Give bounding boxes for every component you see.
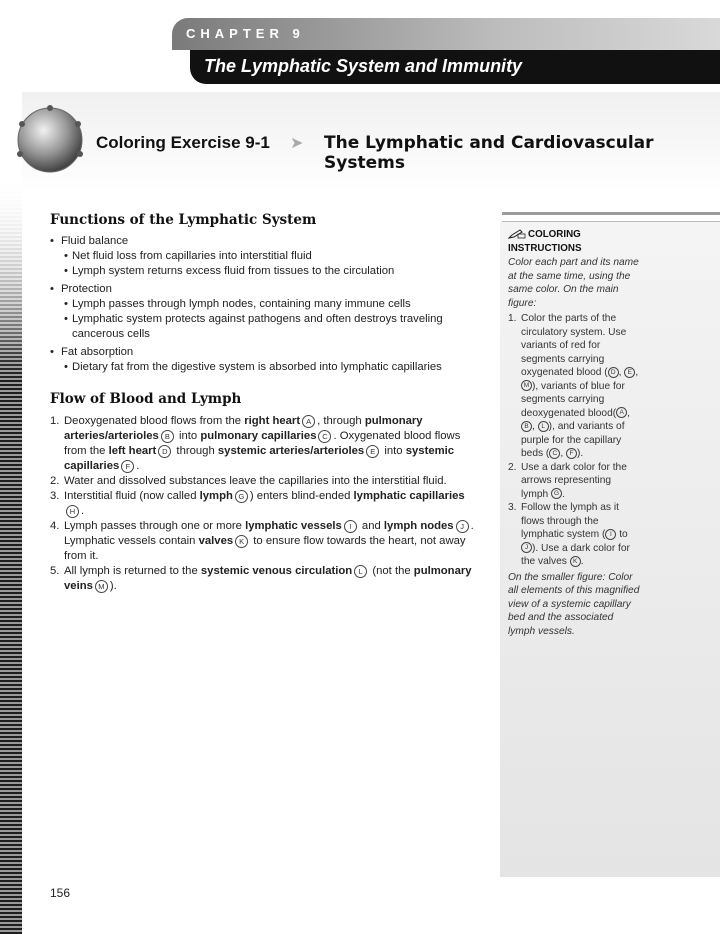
step-number: 2. [50, 475, 60, 487]
text-run: . Oxygenated blood flows from the [64, 430, 461, 457]
function-label: • Fat absorption [50, 345, 490, 360]
text-run: . [562, 488, 565, 500]
text-run: Interstitial fluid (now called [64, 490, 200, 502]
label-circle: I [344, 520, 357, 533]
label-circle: I [605, 529, 616, 540]
term: lymph [199, 490, 233, 502]
label-circle: A [616, 407, 627, 418]
text-run: Follow the lymph as it flows through the lymphatic system ( [521, 502, 619, 540]
chapter-label: CHAPTER 9 [186, 26, 305, 41]
term: lymphatic vessels [245, 520, 342, 532]
step-number: 1. [508, 313, 517, 324]
term: lymph nodes [383, 520, 454, 532]
page-edge-fade [0, 0, 22, 400]
exercise-title: Coloring Exercise 9-1 [96, 133, 270, 152]
function-subitem: • Dietary fat from the digestive system is absorbed into lymphatic capillaries [62, 360, 490, 375]
function-label: • Fluid balance [50, 234, 490, 249]
term: left heart [108, 445, 157, 457]
coloring-outro: On the smaller figure: Color all elements of this magnified view of a systemic capillary bed and the associated lymph vessels. [508, 571, 640, 637]
pencil-icon [508, 229, 526, 239]
text-run: All lymph is returned to the [64, 565, 201, 577]
flow-step [50, 564, 480, 594]
label-circle: J [456, 520, 469, 533]
term: pulmonary veins [64, 565, 472, 592]
exercise-subtitle: The Lymphatic and Cardiovascular Systems [324, 133, 654, 173]
label-circle: E [624, 367, 635, 378]
function-subitems [50, 249, 490, 279]
function-subitems [50, 297, 490, 342]
text-run: Deoxygenated blood flows from the [64, 415, 245, 427]
label-circle: F [121, 460, 134, 473]
text-run: ) enters blind-ended [249, 490, 354, 502]
step-number: 4. [50, 520, 60, 532]
text-run: ), variants of blue for segments carrying deoxygenated blood( [521, 380, 625, 419]
text-run: , [627, 407, 631, 419]
label-circle: H [66, 505, 79, 518]
label-circle: D [608, 367, 619, 378]
coloring-instructions-heading: COLORING INSTRUCTIONS [508, 229, 582, 254]
flow-step [50, 474, 480, 489]
label-circle: F [566, 448, 577, 459]
functions-heading: Functions of the Lymphatic System [50, 212, 317, 228]
function-item [50, 282, 490, 342]
flow-step [50, 414, 480, 474]
label-circle: A [302, 415, 315, 428]
page-number: 156 [50, 886, 71, 900]
step-number: 5. [50, 565, 60, 577]
label-circle: K [235, 535, 248, 548]
term: valves [198, 535, 234, 547]
text-run: and [358, 520, 384, 532]
term: pulmonary capillaries [200, 430, 317, 442]
function-subitem: • Lymphatic system protects against pathogens and often destroys traveling cancerous cells [62, 312, 490, 342]
label-circle: L [354, 565, 367, 578]
text-run: , through [317, 415, 365, 427]
term: systemic arteries/arterioles [217, 445, 365, 457]
text-run: Use a dark color for the arrows representing lymph [521, 461, 627, 500]
step-number: 3. [50, 490, 60, 502]
text-run: . Lymphatic vessels contain [64, 520, 474, 547]
text-run: to [616, 529, 628, 540]
coloring-intro: Color each part and its name at the same time, using the same color. On the main figure: [508, 257, 639, 309]
function-subitem: • Net fluid loss from capillaries into interstitial fluid [62, 249, 490, 264]
text-run: Water and dissolved substances leave the capillaries into the interstitial fluid. [64, 475, 447, 487]
text-run: Lymph passes through one or more [64, 520, 246, 532]
text-run: ). Use a dark color for the valves [521, 542, 630, 567]
term: systemic capillaries [64, 445, 455, 472]
arrowhead-icon: ➤ [290, 135, 304, 152]
term: systemic venous circulation [200, 565, 353, 577]
flow-step [50, 489, 480, 519]
label-circle: E [366, 445, 379, 458]
text-run: to ensure flow towards the heart, not away from it. [64, 535, 466, 562]
label-circle: C [549, 448, 560, 459]
term: right heart [244, 415, 301, 427]
text-run: . [81, 505, 85, 517]
term: pulmonary arteries/arterioles [64, 415, 423, 442]
function-item [50, 345, 490, 375]
label-circle: B [521, 421, 532, 432]
function-subitem: • Lymph passes through lymph nodes, containing many immune cells [62, 297, 490, 312]
label-circle: K [570, 556, 581, 567]
label-circle: G [235, 490, 248, 503]
label-circle: M [95, 580, 108, 593]
text-run: through [173, 445, 218, 457]
step-number: 3. [508, 502, 517, 513]
term: lymphatic capillaries [353, 490, 465, 502]
globe-icon [12, 102, 88, 178]
text-run: into [175, 430, 201, 442]
text-run: into [381, 445, 406, 457]
function-item [50, 234, 490, 279]
text-run: ), and variants of purple for the capillary beds ( [521, 421, 625, 459]
step-number: 2. [508, 461, 517, 473]
coloring-step [508, 312, 640, 461]
function-subitems [50, 360, 490, 375]
text-run: , [635, 367, 639, 378]
text-run: , [560, 448, 566, 459]
step-number: 1. [50, 415, 60, 427]
flow-list [50, 414, 480, 594]
coloring-step [508, 461, 640, 502]
label-circle: M [521, 380, 532, 391]
flow-heading: Flow of Blood and Lymph [50, 391, 242, 407]
function-label: • Protection [50, 282, 490, 297]
coloring-steps [508, 312, 640, 569]
text-run: ). [577, 448, 584, 459]
label-circle: L [538, 421, 549, 432]
label-circle: C [318, 430, 331, 443]
chapter-title: The Lymphatic System and Immunity [204, 56, 523, 76]
text-run: ). [109, 580, 117, 592]
text-run: . [580, 556, 584, 567]
label-circle: J [521, 542, 532, 553]
text-run: , [618, 367, 625, 378]
functions-list [50, 234, 490, 378]
flow-step [50, 519, 480, 564]
text-run: Color the parts of the circulatory system. Use variants of red for segments carrying oxygenated blood ( [521, 313, 627, 378]
panel-top-rule [502, 212, 720, 222]
text-run: , [532, 421, 538, 432]
function-subitem: • Lymph system returns excess fluid from tissues to the circulation [62, 264, 490, 279]
label-circle: G [551, 488, 562, 499]
coloring-instructions [508, 228, 640, 638]
coloring-step [508, 501, 640, 569]
text-run: (not the [369, 565, 414, 577]
text-run: . [136, 460, 140, 472]
label-circle: B [161, 430, 174, 443]
label-circle: D [158, 445, 171, 458]
